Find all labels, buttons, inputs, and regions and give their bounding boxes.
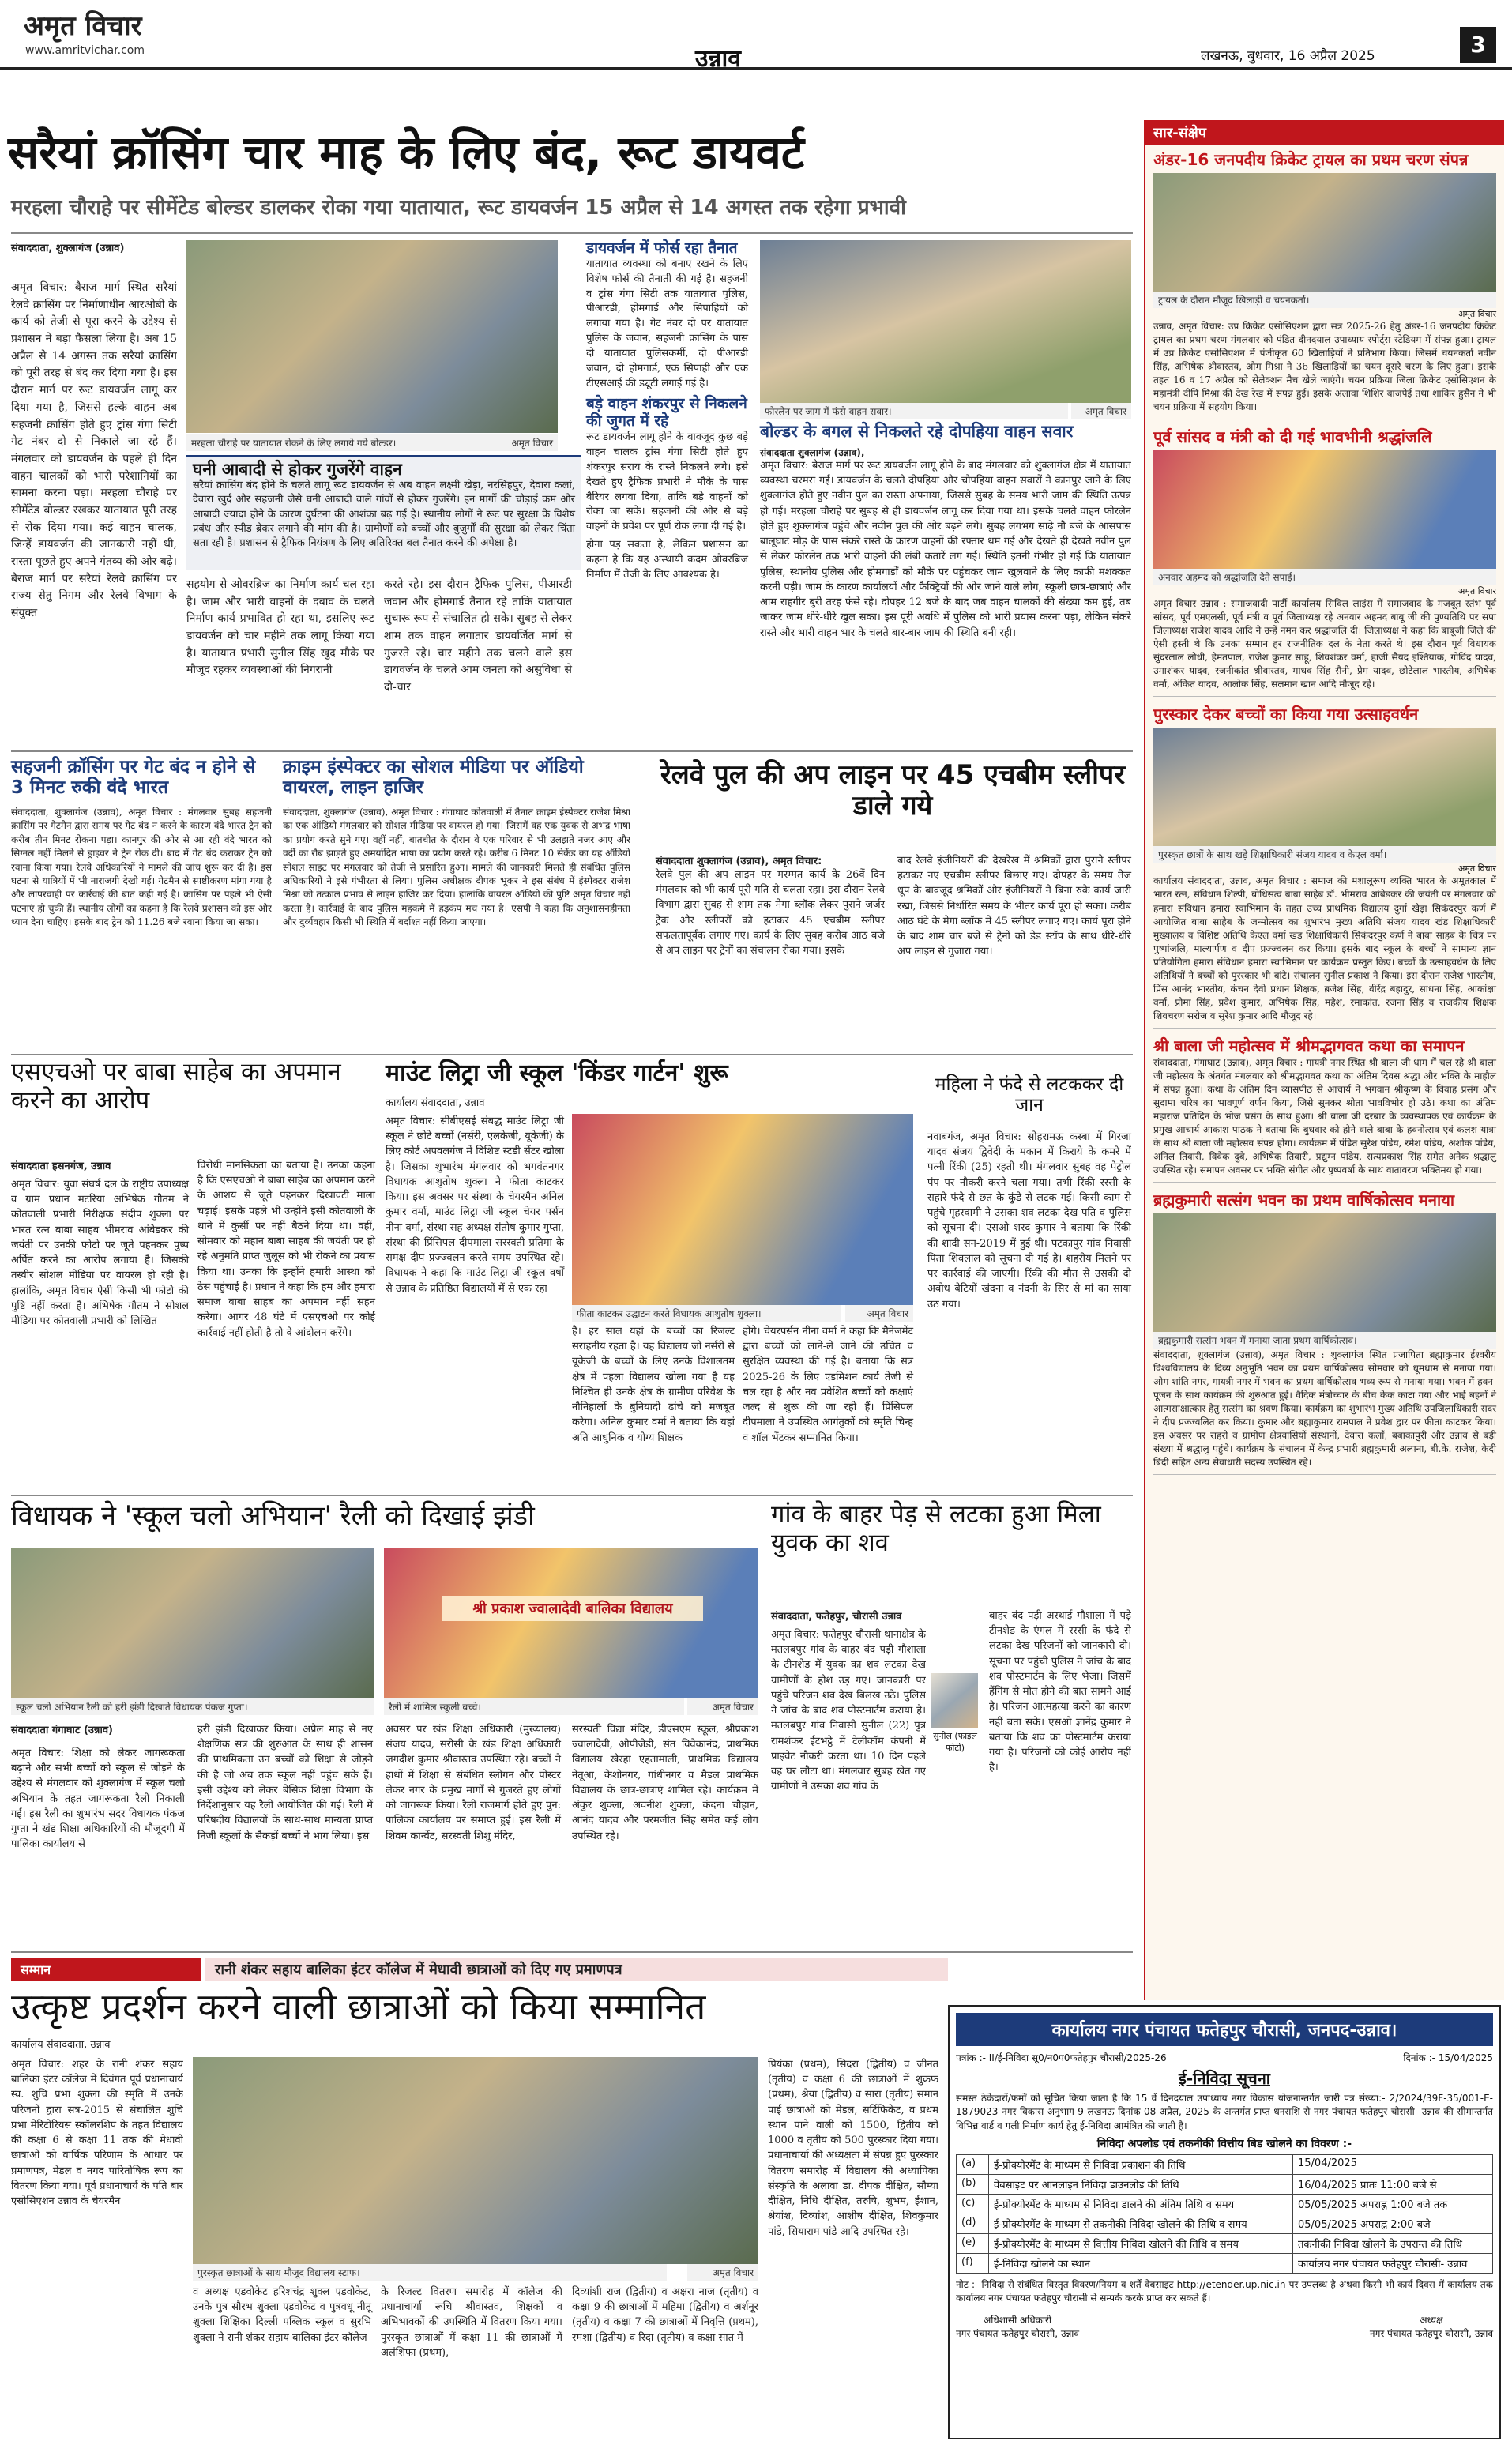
tender-cell-value: 15/04/2025 <box>1293 2155 1493 2175</box>
sidebar-story-body: कार्यालय संवाददाता, उन्नाव, अमृत विचार : समाज की मशालूरूप व्यक्ति भारत के अमूतकाल में भारत रत्न, संविधान शिल्पी, बोधिसत्व बाबा साहेब डॉ. भीमराव आंबेडकर की जयंती पर मंगलवार को हमारा संविधान हमारा स्वाभिमान के तहत उच्च प्राथमिक विद्यालय दुर्गा खेड़ा सिकंदरपुर कर्ण में आयोजित बाबा साहेब के जन्मोत्सव का शुभारंभ मुख्य अतिथि संजय यादव खंड शिक्षाधिकारी मुख्यालय व विशिष्ट अतिथि केएल वर्मा खंड शिक्षाधिकारी सिकंदरपुर कर्ण ने बाबा साहब के चित्र पर पुष्पांजलि, माल्यार्पण व दीप प्रज्ज्वलन कर किया। इसके बाद स्कूल के बच्चों ने सामान्य ज्ञान प्रतियोगिता हमारा संविधान हमारा स्वाभिमान पर कार्यक्रम प्रस्तुत किए। बच्चों के उत्साहवर्धन के लिए अतिथियों ने बच्चों को पुरस्कार भी बांटे। संचालन सुनील प्रकाश ने किया। इस दौरान राजेश भारतीय, प्रिंस आनंद भारतीय, कंचन देवी प्रधान शिक्षक, ब्रजेश सिंह, वीरेंद्र बहादुर, साधना सिंह, आकांक्षा वर्मा, प्रोमा सिंह, प्रवेश कुमार, अभिषेक सिंह, महेश, रमाकांत, रजना सिंह व राजकीय शिक्षक शिवचरण सरोज व सुरेश कुमार आदि मौजूद रहे। <box>1153 875 1496 1021</box>
sidebar-story-caption: अनवार अहमद को श्रद्धांजलि देते सपाई। <box>1153 569 1496 585</box>
photo-credit: अमृत विचार <box>1457 863 1496 875</box>
lead-sidebar <box>586 240 748 722</box>
tender-row <box>957 2254 1493 2274</box>
gaon-body-col1: अमृत विचार: फतेहपुर चौरासी थानाक्षेत्र के मतलबपुर गांव के बाहर बंद पड़ी गौशाला के टीनशेड में युवक का शव लटका देख ग्रामीणों के होश उड़ गए। जानकारी पर पहुंचे परिजन शव देख बिलख उठे। पुलिस ने जांच के बाद शव पोस्टमार्टम कराया है। मतलबपुर गांव निवासी सुनील (22) पुत्र रामशंकर ईंटभट्ठे में टेलीकॉम कंपनी में प्राइवेट नौकरी करता था। 10 दिन पहले वह घर लौटा था। मंगलवार सुबह खेत गए ग्रामीणों ने उसका शव गांव के <box>771 1629 926 1793</box>
sidebar-story-photo <box>1153 450 1496 569</box>
sammaan-photo-caption: पुरस्कृत छात्राओं के साथ मौजूद विद्यालय स्टाफ। <box>193 2264 667 2281</box>
photo-credit: अमृत विचार <box>687 2264 758 2281</box>
sammaan-byline: कार्यालय संवाददाता, उन्नाव <box>11 2039 111 2051</box>
photo-credit: अमृत विचार <box>845 1305 913 1322</box>
crime-body: संवाददाता, शुक्लागंज (उन्नाव), अमृत विचार : गंगाघाट कोतवाली में तैनात क्राइम इंस्पेक्टर राजेश मिश्रा का एक ऑडियो मंगलवार को सोशल मीडिया पर वायरल हो गया। जिसमें वह एक युवक से अभद्र भाषा का प्रयोग करते सुने गए। वहीं नहीं, बातचीत के दौरान वे एक परिवार से भी उलझते नजर आए और वर्दी का रौब झाड़ते हुए अमर्यादित भाषा का प्रयोग करते रहे। करीब 6 मिनट 10 सेकेंड का यह ऑडियो सोशल साइट पर मंगलवार को तेजी से प्रसारित हुआ। मामले की जानकारी मिलते ही संबंधित पुलिस अधिकारियों ने इसे गंभीरता से लिया। पुलिस अधीक्षक दीपक भूकर ने इस संबंध में इंस्पेक्टर राजेश मिश्रा को तत्काल प्रभाव से लाइन हाजिर कर दिया। हालांकि वायरल ऑडियो की पुष्टि अमृत विचार नहीं करता है। कार्रवाई के बाद पुलिस महकमे में हड़कंप मच गया है। एसपी ने कहा कि अनुशासनहीनता और दुर्व्यवहार किसी भी स्थिति में बर्दाश्त नहीं किया जाएगा। <box>283 807 630 928</box>
sidebar-story-headline: श्री बाला जी महोत्सव में श्रीमद्भागवत कथा का समापन <box>1153 1036 1465 1055</box>
school-headline: माउंट लिट्रा जी स्कूल 'किंडर गार्टन' शुरू <box>386 1059 728 1087</box>
tender-row <box>957 2195 1493 2214</box>
sidebar <box>1144 120 1504 2000</box>
sidebar-story-headline: पुरस्कार देकर बच्चों का किया गया उत्साहवर्धन <box>1153 705 1419 724</box>
masthead-site[interactable]: www.amritvichar.com <box>25 44 145 57</box>
doh-byline: संवाददाता शुक्लागंज (उन्नाव), <box>760 447 865 458</box>
sidebar-story <box>1153 1036 1496 1183</box>
sammaan-body-col2: व अध्यक्ष एडवोकेट हरिशचंद्र शुक्ल एडवोकेट, उनके पुत्र सौरभ शुक्ला एडवोकेट व पुत्रवधू नीतू शुक्ला शिक्षिका दिल्ली पब्लिक स्कूल व सुरभि शुक्ला ने रानी शंकर सहाय बालिका इंटर कॉलेज <box>193 2286 371 2344</box>
divider <box>11 1951 1133 1953</box>
sidebar-story-photo <box>1153 173 1496 292</box>
photo-credit: अमृत विचार <box>687 1698 758 1715</box>
tender-subheading: निविदा अपलोड एवं तकनीकी वित्तीय बिड खोलने का विवरण :- <box>1096 2138 1352 2151</box>
sidebar-story-body: संवाददाता, गंगाघाट (उन्नाव), अमृत विचार : गायत्री नगर स्थित श्री बाला जी धाम में चल रहे श्री बाला जी महोत्सव के अंतर्गत मंगलवार को श्रीमद्भागवत कथा का अंतिम दिवस श्रद्धा और भक्ति के माहौल में संपन्न हुआ। कथा के अंतिम दिन व्यासपीठ से आचार्य ने भगवान श्रीकृष्ण के विवाह प्रसंग और सुदामा चरित्र का भावपूर्ण वर्णन किया, जिसे सुनकर श्रोता भावविभोर हो उठे। कथा का अंतिम महाराज प्रतिदिन के भोज प्रसंग के साथ हुआ। श्री बाला जी दरबार के व्यवस्थापक एवं कार्यक्रम के प्रमुख आचार्य आकाश पाठक ने बताया कि बुधवार को होने वाले बाबा के हवनोत्सव एवं कलश यात्रा के साथ श्री बाला जी महोत्सव संपन्न होगा। कार्यक्रम में पंडित सुरेश पांडेय, रमेश पांडेय, अशोक पांडेय, अनिल तिवारी, विवेक दुबे, अभिषेक तिवारी, प्रद्युम्न पांडेय, सत्यप्रकाश सिंह समेत अनेक श्रद्धालु उपस्थित रहे। समापन अवसर पर भक्ति संगीत और पुष्पवर्षा के साथ वातावरण भक्तिमय हो गया। <box>1153 1056 1496 1176</box>
sidebar-story-headline: पूर्व सांसद व मंत्री को दी गई भावभीनी श्रद्धांजलि <box>1153 427 1432 447</box>
vidhayak-headline: विधायक ने 'स्कूल चलो अभियान' रैली को दिखाई झंडी <box>11 1500 535 1532</box>
tender-cell-value: 05/05/2025 अपराह्न 2:00 बजे <box>1293 2214 1493 2234</box>
victim-photo <box>931 1673 978 1728</box>
doh-body: अमृत विचार: बैराज मार्ग पर रूट डायवर्जन लागू होने के बाद मंगलवार को शुक्लागंज क्षेत्र में यातायात व्यवस्था चरमरा गई। डायवर्जन के चलते दोपहिया और चौपहिया वाहन सवारों ने कानपुर जाने के लिए शुक्लागंज होते हुए नवीन पुल का रास्ता अपनाया, जिससे सुबह के समय भारी जाम की स्थिति उत्पन्न हो गई। मरहला चौराहे पर सुबह से ही डायवर्जन लागू कर दिया गया था। इसके चलते वाहन फोरलेन होते हुए शुक्लागंज पहुंचे और नवीन पुल की ओर बढ़ने लगे। सुबह लगभग साढ़े नौ बजे के आसपास बालूघाट मोड़ के पास संकरे रास्ते के कारण वाहनों की रफ्तार थम गई और देखते ही देखते नवीन पुल से लेकर फोरलेन तक भारी वाहनों की लंबी कतारें लग गईं। स्थिति इतनी गंभीर हो गई कि यातायात पुलिस, स्थानीय पुलिस और होमगार्डों को मौके पर पहुंचकर जाम खुलवाने के लिए काफी मशक्कत करनी पड़ी। जाम के कारण कार्यालयों और फैक्ट्रियों की ओर जाने वाले लोग, स्कूली छात्र-छात्राएं और आम राहगीर बुरी तरह फंसे रहे। दोपहर 12 बजे के बाद जब वाहन चालकों की संख्या कम हुई, तब जाकर जाम धीरे-धीरे खुल सका। इस पूरी अवधि में पुलिस को भारी प्रयास करना पड़ा, लेकिन संकरे रास्ते और भारी वाहन भार के चलते बार-बार जाम की स्थिति बनी रही। <box>760 460 1131 639</box>
gaon-body-col2: बाहर बंद पड़ी अस्थाई गौशाला में पड़े टीनशेड के एंगल में रस्सी के फंदे से लटका देख परिजनों को जानकारी दी। सूचना पर पहुंची पुलिस ने जांच के बाद शव पोस्टमार्टम के लिए भेजा। जिसमें हैंगिंग से मौत होने की बात सामने आई है। परिजन आत्महत्या करने का कारण नहीं बता सके। एसओ ज्ञानेंद्र कुमार ने बताया कि शव का पोस्टमार्टम कराया गया है। परिजनों को कोई आरोप नहीं है। <box>989 1610 1131 1774</box>
sidebar-story-body: उन्नाव, अमृत विचार: उप्र क्रिकेट एसोसिएशन द्वारा सत्र 2025-26 हेतु अंडर-16 जनपदीय क्रिकेट ट्रायल का प्रथम चरण मंगलवार को पंडित दीनदयाल उपाध्याय स्पोर्ट्स स्टेडियम में संपन्न हुआ। ट्रायल में उप्र क्रिकेट एसोसिएशन में पंजीकृत 60 खिलाड़ियों ने प्रतिभाग किया। जिसमें चयनकर्ता नवीन सिंह, अभिषेक श्रीवास्तव, ओम मिश्रा ने 36 खिलाड़ियों का चयन दूसरे चरण के लिए हुआ। इसके तहत 16 व 17 अप्रैल को सेलेक्शन मैच खेले जाएंगे। चयन प्रक्रिया जिला क्रिकेट एसोसिएशन के महामंत्री दीपि मिश्रा की देख रेख में संपन्न हुई। इसके अलावा शिशिर बाजपेई तथा शाकिर हुसैन ने भी चयन प्रक्रिया में सहयोग किया। <box>1153 321 1496 413</box>
divider <box>11 1054 1133 1055</box>
lead-side-body: यातायात व्यवस्था को बनाए रखने के लिए विशेष फोर्स की तैनाती की गई है। सहजनी व ट्रांस गंगा सिटी तक यातायात पुलिस, पीआरडी, होमगार्ड और सिपाहियों को लगाया गया है। गेट नंबर दो पर यातायात पुलिस के जवान, सहजनी क्रासिंग के पास दो यातायात पुलिसकर्मी, दो पीआरडी जवान, दो होमगार्ड, एक सिपाही और एक टीएसआई की ड्यूटी लगाई गई है। <box>586 258 748 389</box>
vidhayak-byline: संवाददाता गंगाघाट (उन्नाव) <box>11 1725 114 1736</box>
school-body-col3: होंगे। चेयरपर्सन नीना वर्मा ने कहा कि मैनेजमेंट द्वारा बच्चों को लाने-ले जाने की उचित व सुरक्षित व्यवस्था की गई है। बताया कि सत्र 2025-26 के लिए एडमिशन कार्य तेजी से चल रहा है और नव प्रवेशित बच्चों को कक्षाएं जल्द से शुरू की जा रही हैं। प्रिंसिपल दीपमाला ने उपस्थित आगंतुकों को स्मृति चिन्ह व शॉल भेंटकर सम्मानित किया। <box>743 1326 913 1444</box>
sammaan-body-col1: अमृत विचार: शहर के रानी शंकर सहाय बालिका इंटर कॉलेज में दिवंगत पूर्व प्रधानाचार्य स्व. शुचि प्रभा शुक्ला की स्मृति में उनके परिजनों द्वारा सत्र-2015 से संचालित शुचि प्रभा मेरिटोरियस स्कॉलरशिप के तहत विद्यालय की कक्षा 6 से कक्षा 11 तक की मेधावी छात्राओं को वार्षिक परिणाम के आधार पर प्रमाणपत्र, मेडल व नगद पारितोषिक रूप का वितरण किया गया। पूर्व प्रधानाचार्य के पति बार एसोसिएशन उन्नाव के चेयरमैन <box>11 2059 183 2208</box>
sidebar-story-body: संवाददाता, शुक्लागंज (उन्नाव), अमृत विचार : शुक्लागंज स्थित प्रजापिता ब्रह्माकुमार ईश्वरीय विश्वविद्यालय के दिव्य अनुभूति भवन का प्रथम वार्षिकोत्सव सोमवार को धूमधाम से मनाया गया। ओम शांति नगर, गायत्री नगर में भवन का प्रथम वार्षिकोत्सव भव्य रूप से मनाया गया। भवन में हवन-पूजन के साथ कार्यक्रम की शुरुआत हुई। वैदिक मंत्रोच्चार के बीच केक काटा गया और भाई बहनों ने आत्मसाक्षात्कार हेतु सत्संग का श्रवण किया। कार्यक्रम का शुभारंभ मुख्य अतिथि उपजिलाधिकारी सदर ने दीप प्रज्ज्वलित कर किया। कुमार और ब्रह्माकुमार रामपाल ने प्रवेश द्वार पर फीता काटकर किया। इस अवसर पर राहरो व ग्रामीण क्षेत्रवासियों संस्थानों, देवारा कलाँ, बबाकापुरी और उन्नाव से बड़ी संख्या में श्रद्धालु पहुंचे। कार्यक्रम के संचालन में केन्द्र प्रभारी ब्रह्मकुमारी अल्पना, बी.के. राजेश, केदी बिंदी सहित अन्य सेवाधारी सदस्य उपस्थित रहे। <box>1153 1349 1496 1469</box>
photo-credit: अमृत विचार <box>506 434 558 451</box>
lead-box-body: सरैयां क्रासिंग बंद होने के चलते लागू रूट डायवर्जन से अब वाहन लक्ष्मी खेड़ा, नरसिंहपुर, देवारा कलां, देवारा खुर्द और सहजनी जैसे घनी आबादी वाले गांवों से होकर गुजरेंगे। इन मार्गों की चौड़ाई कम और आबादी ज्यादा होने के कारण दुर्घटना की आशंका बढ़ गई है। स्थानीय लोगों ने रूट पर सुरक्षा के विशेष प्रबंध और स्पीड ब्रेकर लगाने की मांग की है। ग्रामीणों को बच्चों और बुजुर्गों की सुरक्षा को लेकर चिंता सता रही है। प्रशासन से ट्रैफिक नियंत्रण के लिए अतिरिक्त बल तैनात करने की अपेक्षा है। <box>193 480 575 549</box>
sammaan-tag: सम्मान <box>11 1958 201 1981</box>
tender-row <box>957 2155 1493 2175</box>
sammaan-body-col6: प्रियंका (प्रथम), सिदरा (द्वितीय) व जीनत (तृतीय) व कक्षा 6 की छात्राओं में शुक्रफ (प्रथम), श्रेया (द्वितीय) व सारा (तृतीय) समान पाई छात्राओं को मेडल, सर्टिफिकेट, व प्रथम स्थान पाने वाली को 1500, द्वितीय को 1000 व तृतीय को 500 पुरस्कार दिया गया। प्रधानाचार्या की अध्यक्षता में संपन्न हुए पुरस्कार वितरण समारोह में विद्यालय की अध्यापिका संस्कृति के अलावा डा. दीपक दीक्षित, सौम्या दीक्षित, निधि दीक्षित, तरुषि, शुभम, ईशान, श्रेयांश, दिव्यांश, आशीष दीक्षित, शिवकुमार पांडे, सियाराम पांडे आदि उपस्थित रहे। <box>768 2059 938 2238</box>
lead-body-col3: करते रहे। इस दौरान ट्रैफिक पुलिस, पीआरडी जवान और होमगार्ड तैनात रहे ताकि यातायात सुचारू रूप से संचालित हो सके। सुबह से लेकर शाम तक वाहन लगातार डायवर्जित मार्ग से गुजरते रहे। चार महीने तक चलने वाले इस डायवर्जन के चलते आम जनता को असुविधा से दो-चार <box>384 578 572 694</box>
tender-ref: पत्रांक :- II/ई-निविदा सू0/न0प0फतेहपुर चौरासी/2025-26 <box>956 2052 1167 2063</box>
tender-cell-label: ई-प्रोक्योरमेंट के माध्यम से निविदा डालने की अंतिम तिथि व समय <box>989 2195 1293 2214</box>
tender-cell-k: (f) <box>957 2254 989 2274</box>
divider <box>11 750 1133 752</box>
tender-cell-label: ई-प्रोक्योरमेंट के माध्यम से तकनीकी निविदा खोलने की तिथि व समय <box>989 2214 1293 2234</box>
tender-cell-label: ई-प्रोक्योरमेंट के माध्यम से वित्तीय निविदा खोलने की तिथि व समय <box>989 2234 1293 2254</box>
sidebar-story <box>1153 150 1496 419</box>
photo-credit: अमृत विचार <box>1457 309 1496 319</box>
doh-headline: बोल्डर के बगल से निकलते रहे दोपहिया वाहन सवार <box>760 422 1074 441</box>
tender-cell-k: (d) <box>957 2214 989 2234</box>
rally-photo-2-caption: रैली में शामिल स्कूली बच्चे। <box>384 1698 684 1715</box>
rail-byline: संवाददाता शुक्लागंज (उन्नाव), अमृत विचार: <box>656 856 822 867</box>
school-photo <box>572 1114 913 1305</box>
tender-table <box>956 2154 1493 2274</box>
sammaan-body-col5: दिव्यांशी राज (द्वितीय) व अक्षरा नाज (तृतीय) व कक्षा 9 की छात्राओं में महिमा (द्वितीय) व अर्शनूर (तृतीय) व कक्षा 7 की छात्राओं में निवृत्ति (प्रथम), रमशा (द्वितीय) व रिदा (तृतीय) व कक्षा सात में <box>572 2286 758 2344</box>
gaon-headline: गांव के बाहर पेड़ से लटका हुआ मिला युवक का शव <box>771 1500 1101 1557</box>
vidhayak-body-col4: सरस्वती विद्या मंदिर, डीएसएम स्कूल, श्रीप्रकाश ज्वालादेवी, ओपीजेडी, संत विवेकानंद, प्राथमिक विद्यालय खैरहा एहतामाली, प्राथमिक विद्यालय नेतूआ, केशोनगर, गांधीनगर व मैडल प्राथमिक विद्यालय के छात्र-छात्राएं शामिल रहे। कार्यक्रम में अंकुर शुक्ला, अवनीश शुक्ला, कंदना चौहान, आनंद यादव और परमजीत सिंह समेत कई लोग उपस्थित रहे। <box>572 1724 758 1842</box>
tender-cell-k: (a) <box>957 2155 989 2175</box>
ssho-headline: एसएचओ पर बाबा साहेब का अपमान करने का आरोप <box>11 1058 341 1115</box>
sammaan-headline: उत्कृष्ट प्रदर्शन करने वाली छात्राओं को किया सम्मानित <box>11 1985 706 2028</box>
sidebar-items <box>1153 150 1496 1475</box>
masthead-logo: अमृत विचार <box>24 10 142 42</box>
sidebar-story-photo <box>1153 728 1496 846</box>
tender-cell-value: कार्यालय नगर पंचायत फतेहपुर चौरासी- उन्नाव <box>1293 2254 1493 2274</box>
school-body-col1: अमृत विचार: सीबीएसई संबद्ध माउंट लिट्रा जी स्कूल ने छोटे बच्चों (नर्सरी, एलकेजी, यूकेजी) के लिए कोर्ट अपवलगंज में विशिष्ट स्टडी सेंटर खोला है। जिसका शुभारंभ मंगलवार को भगवंतनगर विधायक आशुतोष शुक्ला ने फीता काटकर किया। इस अवसर पर संस्था के चेयरमैन अनिल कुमार वर्मा, माउंट लिट्रा जी स्कूल चेयर पर्सन नीना वर्मा, संस्था सह अध्यक्ष संतोष कुमार गुप्ता, संस्था की प्रिंसिपल दीपमाला सरस्वती प्रतिमा के समक्ष दीप प्रज्ज्वलन करते समय उपस्थित रहे। विधायक ने कहा कि माउंट लिट्रा जी स्कूल वर्षों से उन्नाव के प्रतिष्ठित विद्यालयों में से एक रहा <box>386 1115 564 1295</box>
tender-title: कार्यालय नगर पंचायत फतेहपुर चौरासी, जनपद-उन्नाव। <box>956 2013 1493 2046</box>
rally-photo-1-caption: स्कूल चलो अभियान रैली को हरी झंडी दिखाते विधायक पंकज गुप्ता। <box>11 1698 374 1715</box>
rail-headline: रेलवे पुल की अप लाइन पर 45 एचबीम स्लीपर डाले गये <box>660 759 1126 822</box>
tender-cell-k: (b) <box>957 2175 989 2195</box>
victim-photo-caption: सुनील (फाइल फोटो) <box>933 1731 977 1753</box>
jam-photo <box>760 240 1131 403</box>
sidebar-story-headline: अंडर-16 जनपदीय क्रिकेट ट्रायल का प्रथम चरण संपन्न <box>1153 150 1469 169</box>
tender-cell-value: 16/04/2025 प्रातः 11:00 बजे से <box>1293 2175 1493 2195</box>
tender-row <box>957 2175 1493 2195</box>
divider <box>11 232 1133 234</box>
sidebar-story-caption: ब्रह्मकुमारी सत्संग भवन में मनाया जाता प्रथम वार्षिकोत्सव। <box>1153 1332 1496 1349</box>
crime-headline: क्राइम इंस्पेक्टर का सोशल मीडिया पर ऑडियो वायरल, लाइन हाजिर <box>283 757 584 799</box>
sahjani-headline: सहजनी क्रॉसिंग पर गेट बंद न होने से 3 मिनट रुकी वंदे भारत <box>11 757 256 799</box>
divider <box>11 1495 1133 1496</box>
jam-photo-caption: फोरलेन पर जाम में फंसे वाहन सवार। <box>760 403 1068 419</box>
sidebar-tag: सार-संक्षेप <box>1145 120 1504 145</box>
tender-cell-value: 05/05/2025 अपराह्न 1:00 बजे तक <box>1293 2195 1493 2214</box>
sammaan-body-col4: के रिजल्ट वितरण समारोह में कॉलेज की प्रधानाचार्या रूचि श्रीवास्तव, शिक्षकों व अभिभावकों की उपस्थिति में वितरण किया गया। पुरस्कृत छात्राओं में कक्षा 11 की छात्राओं में अलंशिफा (प्रथम), <box>381 2286 562 2359</box>
lead-side-headline: डायवर्जन में फोर्स रहा तैनात <box>586 239 738 257</box>
lead-body-col2: सहयोग से ओवरब्रिज का निर्माण कार्य चल रहा है। जाम और भारी वाहनों के दबाव के चलते निर्माण कार्य प्रभावित हो रहा था, इसलिए रूट डायवर्जन को चार महीने तक लागू किया गया है। यातायात प्रभारी सुनील सिंह खुद मौके पर मौजूद रहकर व्यवस्थाओं की निगरानी <box>186 578 374 677</box>
tender-note: नोट :- निविदा से संबंधित विस्तृत विवरण/नियम व शर्तें वेबसाइट http://etender.up.nic.in पर उपलब्ध है अथवा किसी भी कार्य दिवस में कार्यालय तक कार्यालय नगर पंचायत फतेहपुर चौरासी से सम्पर्क करके प्राप्त कर सकते हैं। <box>956 2279 1493 2304</box>
sahjani-body: संवाददाता, शुक्लागंज (उन्नाव), अमृत विचार : मंगलवार सुबह सहजनी क्रासिंग पर गेटमैन द्वारा समय पर गेट बंद न करने के कारण वंदे भारत ट्रेन को करीब तीन मिनट रोकना पड़ा। कानपुर की ओर से आ रही वंदे भारत को सिग्नल नहीं मिलने से ड्राइवर ने ट्रेन रोक दी। बाद में गेट बंद कराकर ट्रेन को रवाना किया गया। रेलवे अधिकारियों ने मामले की जांच शुरू कर दी है। इस घटना से यात्रियों में भी नाराजगी देखी गई। गेटमैन से स्पष्टीकरण मांगा गया है और लापरवाही पर कार्रवाई की बात कही गई है। क्रासिंग पर पहले भी ऐसी घटनाएं हो चुकी हैं। स्थानीय लोगों का कहना है कि रेलवे प्रशासन को इस ओर ध्यान देना चाहिए। इसके बाद ट्रेन को 11.26 बजे रवाना किया जा सका। <box>11 807 272 928</box>
vidhayak-body-col2: हरी झंडी दिखाकर किया। अप्रैल माह से नए शैक्षणिक सत्र की शुरुआत के साथ ही शासन की प्राथमिकता उन बच्चों को शिक्षा से जोड़ने की है जो अब तक स्कूल नहीं पहुंच सके हैं। इसी उद्देश्य को लेकर बेसिक शिक्षा विभाग के निर्देशानुसार यह रैली आयोजित की गई। रैली में परिषदीय विद्यालयों के साथ-साथ मान्यता प्राप्त निजी स्कूलों के सैकड़ों बच्चों ने भाग लिया। इस <box>197 1724 373 1842</box>
sidebar-story <box>1153 427 1496 697</box>
sidebar-story <box>1153 1191 1496 1475</box>
sidebar-story-photo <box>1153 1213 1496 1332</box>
school-byline: कार्यालय संवाददाता, उन्नाव <box>386 1097 485 1109</box>
photo-credit: अमृत विचार <box>1071 403 1131 419</box>
tender-cell-label: ई-निविदा खोलने का स्थान <box>989 2254 1293 2274</box>
tender-signatory-eo: अधिशासी अधिकारी नगर पंचायत फतेहपुर चौरासी, उन्नाव <box>956 2314 1080 2339</box>
tender-cell-label: वेबसाइट पर आनलाइन निविदा डाउनलोड की तिथि <box>989 2175 1293 2195</box>
sidebar-story-caption: ट्रायल के दौरान मौजूद खिलाड़ी व चयनकर्ता। <box>1153 292 1496 308</box>
sammaan-kicker: रानी शंकर सहाय बालिका इंटर कॉलेज में मेधावी छात्राओं को दिए गए प्रमाणपत्र <box>205 1958 948 1981</box>
section-name: उन्नाव <box>695 45 741 73</box>
tender-signatory-chairman: अध्यक्ष नगर पंचायत फतेहपुर चौरासी, उन्नाव <box>1369 2314 1493 2339</box>
sidebar-story-caption: पुरस्कृत छात्रों के साथ खड़े शिक्षाधिकारी संजय यादव व केएल वर्मा। <box>1153 846 1496 863</box>
dateline: लखनऊ, बुधवार, 16 अप्रैल 2025 <box>1201 48 1375 64</box>
lead-side-end: होना पड़ सकता है, लेकिन प्रशासन का कहना है कि यह अस्थायी कदम ओवरब्रिज निर्माण में तेजी के लिए आवश्यक है। <box>586 539 748 581</box>
sidebar-story-body: अमृत विचार उन्नाव : समाजवादी पार्टी कार्यालय सिविल लाइंस में समाजवाद के मजबूत स्तंभ पूर्व सांसद, पूर्व एमएलसी, पूर्व मंत्री व पूर्व जिलाध्यक्ष रहे अनवार अहमद बाबू जी की पुण्यतिथि पर सपा जिलाध्यक्ष राजेश यादव आदि ने उन्हें नमन कर श्रद्धांजलि दी। जिलाध्यक्ष ने कहा कि बाबूजी जिले की ऐसी हस्ती थे कि उनका सम्मान हर राजनीतिक दल के नेता करते थे। इस दौरान पूर्व विधायक सुंदरलाल लोधी, हेमंतपाल, राजेश कुमार साहू, शिवशंकर वर्मा, हाजी सैयद इश्तियाक, गोविंद यादव, उमाशंकर यादव, रजनीकांत श्रीवास्तव, माधव सिंह सैनी, प्रेम यादव, छोटेलाल भारतीय, अभिषेक वर्मा, अंकित यादव, आलोक सिंह, सलमान खान आदि मौजूद रहे। <box>1153 598 1496 690</box>
rally-photo-2 <box>384 1548 758 1698</box>
school-body-col2: है। हर साल यहां के बच्चों का रिजल्ट सराहनीय रहता है। यह विद्यालय जो नर्सरी से यूकेजी के बच्चों के लिए उनके विशालतम क्षेत्र में पहला विद्यालय खोला गया है यह निश्चित ही उनके क्षेत्र के ग्रामीण परिवेश के नौनिहालों के बुनियादी ढांचे को मजबूत करेगा। अनिल कुमार वर्मा ने बताया कि यहां अति आधुनिक व योग्य शिक्षक <box>572 1326 735 1444</box>
lead-box <box>186 455 581 570</box>
ssho-body-col2: विरोधी मानसिकता का बताया है। उनका कहना है कि एसएचओ ने बाबा साहेब का अपमान करने के आशय से जूते पहनकर दिखावटी माला चढ़ाई। इसके पहले भी उन्होंने इसी कोतवाली के थाने में कुर्सी पर नहीं बैठने दिया था। वहीं, सोमवार को महान बाबा साहब की जयंती पर हो रहे अनुमति प्राप्त जुलूस को भी रोकने का प्रयास किया था। उनका कि इन्होंने हमारी आस्था को ठेस पहुंचाई है। प्रधान ने कहा कि हम और हमारा समाज बाबा साहब का अपमान नहीं सहन करेगा। आगर 48 घंटे में एसएचओ पर कोई कार्रवाई नहीं होती है तो वे आंदोलन करेंगे। <box>197 1160 375 1339</box>
tender-intro: समस्त ठेकेदारों/फर्मों को सूचित किया जाता है कि 15 वें दिनदयाल उपाध्याय नगर विकास योजनान्तर्गत जारी पत्र संख्या:- 2/2024/39F-35/001-E-1879023 नगर विकास अनुभाग-9 लखनऊ दिनांक-08 अप्रैल, 2025 के अन्तर्गत प्राप्त धनराशि से नगर पंचायत फतेहपुर चौरासी- उन्नाव की सीमान्तर्गत विभिन्न वार्ड व गली निर्माण कार्य हेतु ई-निविदा आमंत्रित की जाती है। <box>956 2093 1493 2131</box>
lead-side2-body: रूट डायवर्जन लागू होने के बावजूद कुछ बड़े वाहन चालक ट्रांस गंगा सिटी होते हुए शंकरपुर सराय के रास्ते निकलने लगे। इसे देखते हुए ट्रैफिक प्रभारी ने मौके के पास बैरियर लगवा दिया, ताकि बड़े वाहनों को रोका जा सके। सहजनी की ओर से बड़े वाहनों के प्रवेश पर पूर्ण रोक लगा दी गई है। <box>586 431 748 533</box>
rail-body-col1: रेलवे पुल की अप लाइन पर मरम्मत कार्य के 26वें दिन मंगलवार को भी कार्य पूरी गति से चलता रहा। इस दौरान रेलवे विभाग द्वारा सुबह से शाम तक मेगा ब्लॉक लेकर पुराने जर्जर ट्रैक और स्लीपरों को हटाकर 45 एचबीम स्लीपर सफलतापूर्वक लगाए गए। कार्य के लिए सुबह करीब आठ बजे से अप लाइन पर ट्रेनों का संचालन रोका गया। इसके <box>656 869 885 957</box>
rally-photo-1 <box>11 1548 374 1698</box>
sammaan-body-col3 <box>11 2439 12 2440</box>
tender-cell-label: ई-प्रोक्योरमेंट के माध्यम से निविदा प्रकाशन की तिथि <box>989 2155 1293 2175</box>
vidhayak-body-col3: अवसर पर खंड शिक्षा अधिकारी (मुख्यालय) संजय यादव, सरोसी के खंड शिक्षा अधिकारी जगदीश कुमार श्रीवास्तव उपस्थित रहे। बच्चों ने हाथों में शिक्षा से संबंधित स्लोगन और पोस्टर लेकर नगर के प्रमुख मार्गों से गुजरते हुए लोगों को जागरूक किया। रैली राजमार्ग होते हुए पुन: पालिका कार्यालय पर समाप्त हुई। इस रैली में शिवम कान्वेंट, सरस्वती शिशु मंदिर, <box>386 1724 561 1842</box>
lead-byline: संवाददाता, शुक्लागंज (उन्नाव) <box>11 243 125 254</box>
tender-cell-value: तकनीकी निविदा खोलने के उपरान्त की तिथि <box>1293 2234 1493 2254</box>
lead-photo <box>186 240 558 433</box>
ssho-byline: संवाददाता हसनगंज, उन्नाव <box>11 1160 111 1172</box>
mahila-body: नवाबगंज, अमृत विचार: सोहरामऊ कस्बा में गिरजा यादव संजय द्विवेदी के मकान में किराये के कमरे में पत्नी रिंकी (25) रहती थी। मंगलवार सुबह वह पेट्रोल पंप पर नौकरी करने चला गया। तभी रिंकी रस्सी के सहारे फंदे से छत के कुंडे से लटक गई। किसी काम से पहुंचे गृहस्वामी ने उसका शव लटका देख पति व पुलिस को सूचना दी। एसओ शरद कुमार ने बताया कि रिंकी की शादी सन-2019 में हुई थी। पटकापुर गांव निवासी पिता शिवलाल को सूचना दी गई है। शहरीय मिलने पर पर कार्रवाई की जाएगी। रिंकी की मौत से उसकी दो अबोध बेटियों खंदना व नंदनी के सिर से मां का साया उठ गया। <box>927 1131 1131 1311</box>
lead-body: अमृत विचार: बैराज मार्ग स्थित सरैयां रेलवे क्रासिंग पर निर्माणाधीन आरओबी के कार्य को तेजी से पूरा करने के उद्देश्य से प्रशासन ने बड़ा फैसला लिया है। अब 15 अप्रैल से 14 अगस्त तक सरैयां क्रासिंग को पूरी तरह से बंद कर दिया गया है। इस दौरान मार्ग पर रूट डायवर्जन लागू कर दिया गया है, जिससे हल्के वाहन अब सहजनी क्रासिंग होते हुए ट्रांस गंगा सिटी गेट नंबर दो से निकाले जा रहे हैं। मंगलवार को डायवर्जन के पहले ही दिन वाहन चालकों को भारी परेशानियों का सामना करना पड़ा। मरहला चौराहे पर सीमेंटेड बोल्डर रखकर यातायात पूरी तरह से रोक दिया गया। कई वाहन चालक, जिन्हें डायवर्जन की जानकारी नहीं थी, रास्ता पूछते हुए अपने गंतव्य की ओर बढ़े। बैराज मार्ग पर सरैयां रेलवे क्रासिंग पर राज्य सेतु निगम और रेलवे विभाग के संयुक्त <box>11 281 177 620</box>
lead-photo-caption: मरहला चौराहे पर यातायात रोकने के लिए लगाये गये बोल्डर। <box>186 434 518 451</box>
school-photo-caption: फीता काटकर उद्घाटन करते विधायक आशुतोष शुक्ला। <box>572 1305 841 1322</box>
sidebar-story <box>1153 705 1496 1028</box>
photo-credit: अमृत विचार <box>1457 586 1496 597</box>
ssho-body-col1: अमृत विचार: युवा संघर्ष दल के राष्ट्रीय उपाध्यक्ष व ग्राम प्रधान मटरिया अभिषेक गौतम ने कोतवाली प्रभारी निरीक्षक संदीप शुक्ला पर भारत रत्न बाबा साहब भीमराव आंबेडकर की जयंती पर उनकी फोटो पर जूते पहनकर पुष्प अर्पित करने का आरोप लगाया है। जिसकी तस्वीर सोशल मीडिया पर वायरल हो रही है। हालांकि, अमृत विचार ऐसी किसी भी फोटो की पुष्टि नहीं करता है। अभिषेक गौतम ने सोशल मीडिया पर कोतवाली प्रभारी को लिखित <box>11 1179 189 1328</box>
tender-row <box>957 2234 1493 2254</box>
mahila-headline: महिला ने फंदे से लटककर दी जान <box>935 1074 1124 1116</box>
lead-side2-headline: बड़े वाहन शंकरपुर से निकलने की जुगत में रहे <box>586 395 747 431</box>
lead-headline: सरैयां क्रॉसिंग चार माह के लिए बंद, रूट डायवर्ट <box>8 126 805 179</box>
tender-row <box>957 2214 1493 2234</box>
tender-heading: ई-निविदा सूचना <box>1179 2069 1270 2088</box>
lead-box-headline: घनी आबादी से होकर गुजरेंगे वाहन <box>193 460 402 479</box>
vidhayak-body-col1: अमृत विचार: शिक्षा को लेकर जागरूकता बढ़ाने और सभी बच्चों को स्कूल से जोड़ने के उद्देश्य से मंगलवार को शुक्लागंज में स्कूल चलो अभियान के तहत जागरूकता रैली निकाली गई। इस रैली का शुभारंभ सदर विधायक पंकज गुप्ता ने खंड शिक्षा अधिकारियों की मौजूदगी में पालिका कार्यालय से <box>11 1747 185 1851</box>
tender-date: दिनांक :- 15/04/2025 <box>1403 2052 1493 2063</box>
tender-cell-k: (e) <box>957 2234 989 2254</box>
lead-subhead: मरहला चौराहे पर सीमेंटेड बोल्डर डालकर रोका गया यातायात, रूट डायवर्जन 15 अप्रैल से 14 अगस्त तक रहेगा प्रभावी <box>11 196 906 220</box>
tender-cell-k: (c) <box>957 2195 989 2214</box>
rail-body-col2: बाद रेलवे इंजीनियरों की देखरेख में श्रमिकों द्वारा पुराने स्लीपर हटाकर नए एचबीम स्लीपर बिछाए गए। दोपहर के समय तेज धूप के बावजूद श्रमिकों और इंजीनियरों ने बिना रुके कार्य जारी रखा, जिससे निर्धारित समय के भीतर कार्य पूरा हो सका। करीब आठ घंटे के मेगा ब्लॉक में 45 स्लीपर लगाए गए। कार्य पूरा होने के बाद शाम चार बजे से ट्रेनों को डेड स्टॉप के साथ धीरे-धीरे अप लाइन से गुजारा गया। <box>897 855 1131 958</box>
gaon-byline: संवाददाता, फतेहपुर, चौरासी उन्नाव <box>771 1611 902 1623</box>
masthead <box>0 0 1512 73</box>
sammaan-photo <box>193 2057 758 2264</box>
page-number: 3 <box>1460 27 1496 63</box>
rally-banner: श्री प्रकाश ज्वालादेवी बालिका विद्यालय <box>442 1596 703 1621</box>
tender-notice <box>948 2005 1501 2439</box>
sidebar-story-headline: ब्रह्मकुमारी सत्संग भवन का प्रथम वार्षिकोत्सव मनाया <box>1153 1191 1454 1210</box>
